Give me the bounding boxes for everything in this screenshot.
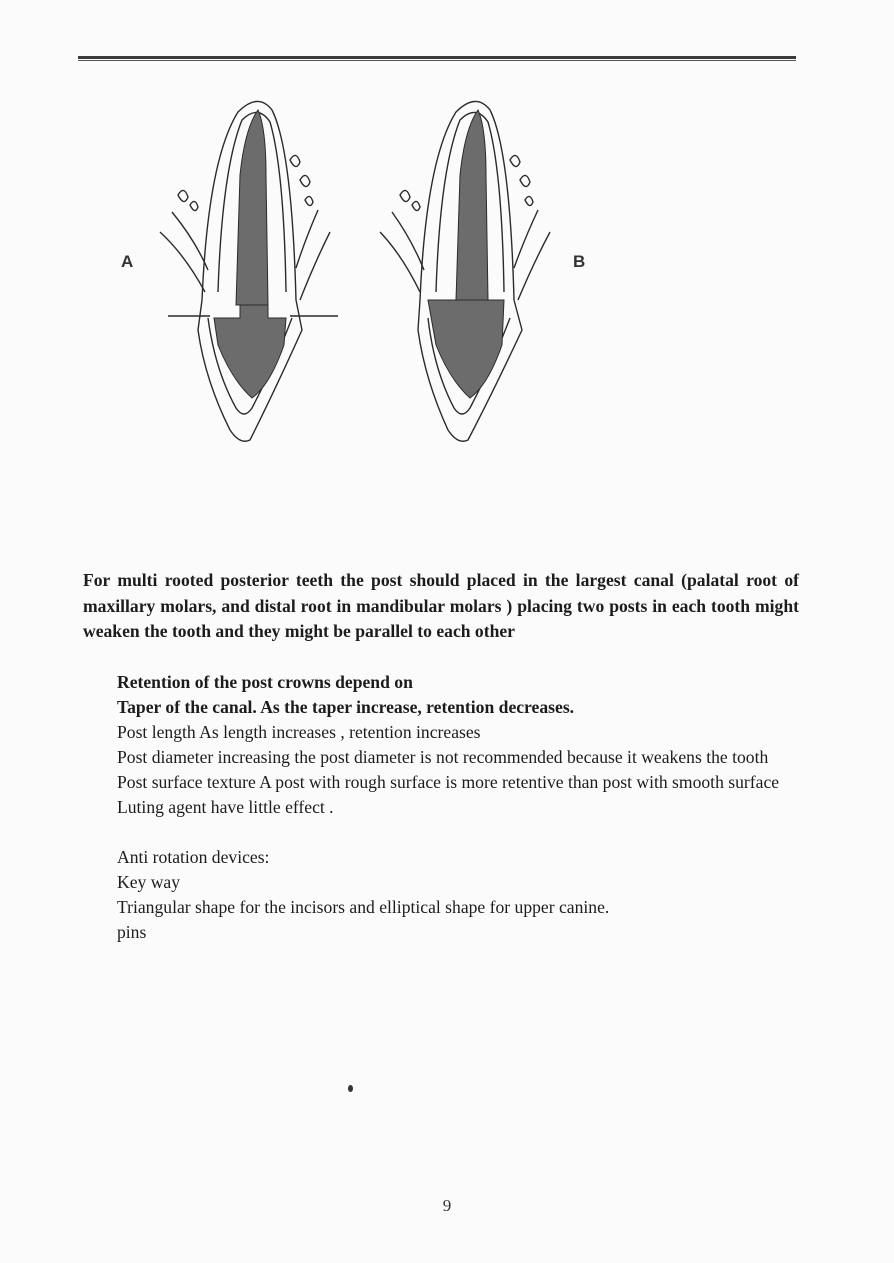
list-item: Post surface texture A post with rough surface is more retentive than post with smooth surface <box>117 772 780 792</box>
list-item: pins <box>117 922 147 942</box>
tooth-post-figure <box>0 0 894 480</box>
retention-heading: Retention of the post crowns depend on <box>117 672 413 692</box>
content-list <box>117 670 801 945</box>
list-item: Key way <box>117 872 181 892</box>
list-item: Taper of the canal. As the taper increase, retention decreases. <box>117 697 575 717</box>
page-number: 9 <box>442 1196 452 1215</box>
tooth-diagram <box>0 0 894 480</box>
list-item: Post diameter increasing the post diameter is not recommended because it weakens the tooth <box>117 747 769 767</box>
spacer <box>117 820 801 845</box>
figure-label-b: B <box>573 252 586 271</box>
list-item: Post length As length increases , retention increases <box>117 722 481 742</box>
list-item: Triangular shape for the incisors and elliptical shape for upper canine. <box>117 897 610 917</box>
scan-speck <box>348 1085 353 1092</box>
post-a <box>214 110 286 398</box>
anti-rotation-heading: Anti rotation devices: <box>117 847 270 867</box>
list-item: Luting agent have little effect . <box>117 797 334 817</box>
figure-label-a: A <box>121 252 134 271</box>
intro-paragraph: For multi rooted posterior teeth the post should placed in the largest canal (palatal root of maxillary molars, and distal root in mandibular molars ) placing two posts in each tooth might weaken the tooth and they might be parallel to each other <box>83 570 799 641</box>
